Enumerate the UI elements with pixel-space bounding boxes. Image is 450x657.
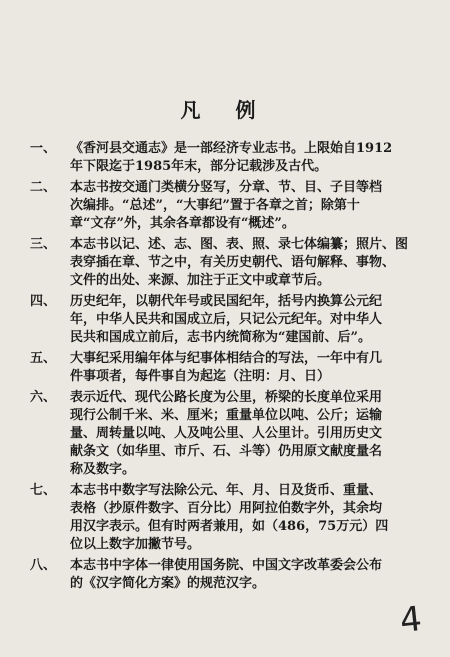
items-list <box>30 140 426 596</box>
item-text-line: 的《汉字简化方案》的规范汉字。 <box>70 576 266 591</box>
item-text-line: 次编排。“总述”，“大事纪”置于各章之首；除第十 <box>70 198 360 213</box>
item-text-line: 量、周转量以吨、人及吨公里、人公里计。引用历史文 <box>70 426 383 441</box>
item-text <box>70 389 426 479</box>
item-text-line: 位以上数字加撇节号。 <box>70 537 201 552</box>
item-text-line: 大事纪采用编年体与纪事体相结合的写法，一年中有几 <box>70 351 383 366</box>
list-item <box>30 140 426 176</box>
item-text-line: 文件的出处、来源、加注于正文中或章节后。 <box>70 273 331 288</box>
item-text-line: 《香河县交通志》是一部经济专业志书。上限始自1912 <box>70 141 393 156</box>
item-text-line: 用汉字表示。但有时两者兼用，如（486，75万元）四 <box>70 519 389 534</box>
item-text-line: 本志书以记、述、志、图、表、照、录七体编纂；照片、图 <box>70 237 409 252</box>
item-number: 六、 <box>30 390 57 405</box>
item-text <box>70 293 426 347</box>
item-text-line: 本志书中字体一律使用国务院、中国文字改革委会公布 <box>70 558 383 573</box>
item-number: 五、 <box>30 351 57 366</box>
list-item <box>30 350 426 386</box>
item-text <box>70 236 426 290</box>
item-text-line: 民共和国成立前后，志书内统简称为“建国前、后”。 <box>70 330 371 345</box>
item-text-line: 表示近代、现代公路长度为公里，桥梁的长度单位采用 <box>70 390 383 405</box>
item-text-line: 件事项者，每件事自为起迄（注明：月、日） <box>70 369 331 384</box>
list-item <box>30 293 426 347</box>
list-item <box>30 557 426 593</box>
item-text-line: 章“文存”外，其余各章都设有“概述”。 <box>70 216 295 231</box>
item-text-line: 现行公制千米、米、厘米；重量单位以吨、公斤；运输 <box>70 408 383 423</box>
item-number: 二、 <box>30 180 57 195</box>
list-item <box>30 389 426 479</box>
handwritten-page-number: 4 <box>397 598 424 642</box>
item-text-line: 年，中华人民共和国成立后，只记公元纪年。对中华人 <box>70 312 383 327</box>
item-text-line: 称及数字。 <box>70 462 136 477</box>
item-text-line: 年下限迄于1985年末，部分记载涉及古代。 <box>70 159 328 174</box>
list-item <box>30 482 426 554</box>
item-text <box>70 350 426 386</box>
item-number: 七、 <box>30 483 57 498</box>
item-text-line: 本志书中数字写法除公元、年、月、日及货币、重量、 <box>70 483 383 498</box>
item-text <box>70 179 426 233</box>
item-number: 一、 <box>30 141 57 156</box>
item-number: 三、 <box>30 237 57 252</box>
list-item <box>30 236 426 290</box>
page-title: 凡 例 <box>180 98 270 122</box>
item-text-line: 本志书按交通门类横分竖写，分章、节、目、子目等档 <box>70 180 383 195</box>
item-text <box>70 557 426 593</box>
item-text <box>70 482 426 554</box>
item-number: 八、 <box>30 558 57 573</box>
item-text-line: 献条文（如华里、市斤、石、斗等）仍用原文献度量名 <box>70 444 383 459</box>
item-text-line: 表格（抄原件数字、百分比）用阿拉伯数字外，其余均 <box>70 501 383 516</box>
item-number: 四、 <box>30 294 57 309</box>
item-text-line: 表穿插在章、节之中，有关历史朝代、语句解释、事物、 <box>70 255 396 270</box>
item-text-line: 历史纪年，以朝代年号或民国纪年，括号内换算公元纪 <box>70 294 383 309</box>
list-item <box>30 179 426 233</box>
item-text <box>70 140 426 176</box>
